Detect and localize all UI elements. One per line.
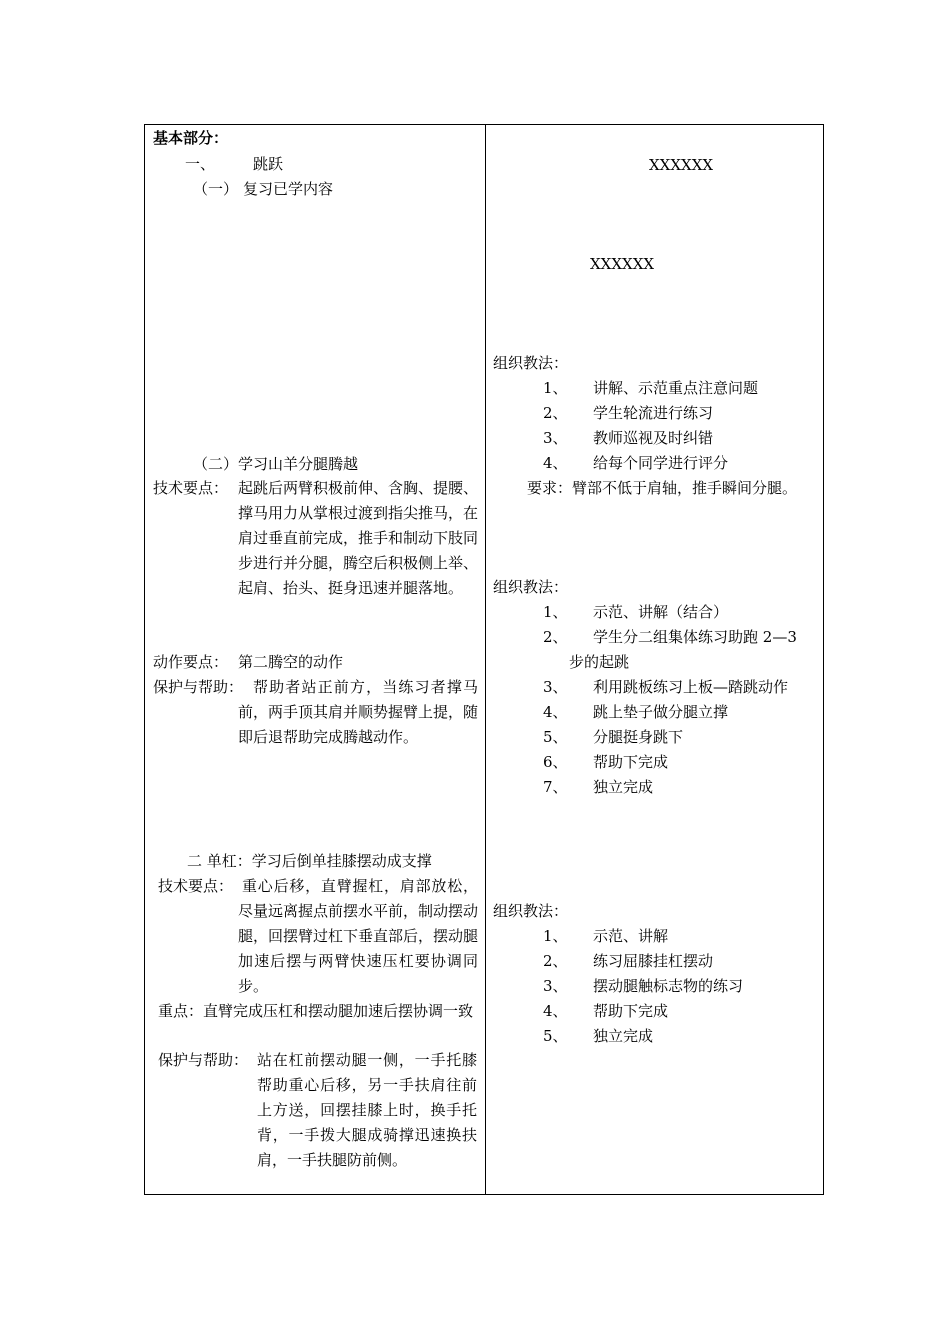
tech2-text: 重心后移，直臂握杠，肩部放松，尽量远离握点前摆水平前，制动摆动腿，回摆臂过杠下垂直部后，摆动腿加速后摆与两臂快速压杠要协调同步。 — [238, 877, 479, 995]
section-1a-number: （一） — [193, 180, 239, 198]
org3-item: 独立完成 — [593, 1027, 654, 1045]
key-point-text: 重点：直臂完成压杠和摆动腿加速后摆协调一致 — [158, 1002, 474, 1020]
org3-item: 帮助下完成 — [593, 1002, 669, 1020]
org2-num: 5、 — [543, 728, 568, 746]
org1-num: 3、 — [543, 429, 568, 447]
requirement-text: 要求：臂部不低于肩轴，推手瞬间分腿。 — [527, 479, 798, 497]
org2-num: 1、 — [543, 603, 568, 621]
org1-item: 学生轮流进行练习 — [593, 404, 714, 422]
tech-text: 起跳后两臂积极前伸、含胸、提腰、撑马用力从掌根过渡到指尖推马，在肩过垂直前完成，推手和制动下肢同步进行并分腿，腾空后积极侧上举、起肩、抬头、挺身迅速并腿落地。 — [238, 479, 479, 597]
section-1-number: 一、 — [185, 155, 216, 173]
org2-num: 3、 — [543, 678, 568, 696]
action-text: 第二腾空的动作 — [238, 653, 344, 671]
org3-num: 2、 — [543, 952, 568, 970]
placeholder-text-1: XXXXXX — [649, 156, 714, 174]
org3-item: 摆动腿触标志物的练习 — [593, 977, 744, 995]
help-label: 保护与帮助： — [153, 678, 244, 696]
org2-item-continued: 步的起跳 — [569, 653, 630, 671]
org2-item: 利用跳板练习上板—踏跳动作 — [593, 678, 789, 696]
org2-item: 示范、讲解（结合） — [593, 603, 729, 621]
org3-item: 示范、讲解 — [593, 927, 669, 945]
placeholder-text-2: XXXXXX — [590, 255, 655, 273]
org2-item: 独立完成 — [593, 778, 654, 796]
org2-num: 4、 — [543, 703, 568, 721]
org3-num: 1、 — [543, 927, 568, 945]
help2-text: 站在杠前摆动腿一侧，一手托膝帮助重心后移，另一手扶肩往前上方送，回摆挂膝上时，换手托背，一手拨大腿成骑撑迅速换扶肩，一手扶腿防前侧。 — [257, 1051, 477, 1169]
org1-num: 1、 — [543, 379, 568, 397]
org1-num: 4、 — [543, 454, 568, 472]
org2-num: 2、 — [543, 628, 568, 646]
org1-label: 组织教法： — [493, 354, 569, 372]
tech-label: 技术要点： — [153, 479, 229, 497]
org3-item: 练习屈膝挂杠摆动 — [593, 952, 714, 970]
tech2-label: 技术要点： — [158, 877, 234, 895]
section-1a-title: 复习已学内容 — [243, 180, 334, 198]
org2-num: 6、 — [543, 753, 568, 771]
section-2-title: 二 单杠：学习后倒单挂膝摆动成支撑 — [187, 852, 432, 870]
help-text: 帮助者站正前方，当练习者撑马前，两手顶其肩并顺势握臂上提，随即后退帮助完成腾越动作。 — [238, 678, 479, 746]
org1-item: 给每个同学进行评分 — [593, 454, 729, 472]
org2-num: 7、 — [543, 778, 568, 796]
org3-num: 4、 — [543, 1002, 568, 1020]
org2-item: 跳上垫子做分腿立撑 — [593, 703, 729, 721]
help2-label: 保护与帮助： — [158, 1051, 249, 1069]
action-label: 动作要点： — [153, 653, 229, 671]
org1-num: 2、 — [543, 404, 568, 422]
org1-item: 教师巡视及时纠错 — [593, 429, 714, 447]
org3-num: 5、 — [543, 1027, 568, 1045]
column-divider — [485, 125, 486, 1194]
org2-item: 学生分二组集体练习助跑 2—3 — [593, 628, 797, 646]
org3-num: 3、 — [543, 977, 568, 995]
section-1b-title: （二）学习山羊分腿腾越 — [193, 455, 359, 473]
org2-label: 组织教法： — [493, 578, 569, 596]
org3-label: 组织教法： — [493, 902, 569, 920]
org2-item: 帮助下完成 — [593, 753, 669, 771]
lesson-table — [144, 124, 824, 1195]
section-1-title: 跳跃 — [253, 155, 284, 173]
org1-item: 讲解、示范重点注意问题 — [593, 379, 759, 397]
section-heading: 基本部分： — [153, 129, 229, 147]
org2-item: 分腿挺身跳下 — [593, 728, 684, 746]
